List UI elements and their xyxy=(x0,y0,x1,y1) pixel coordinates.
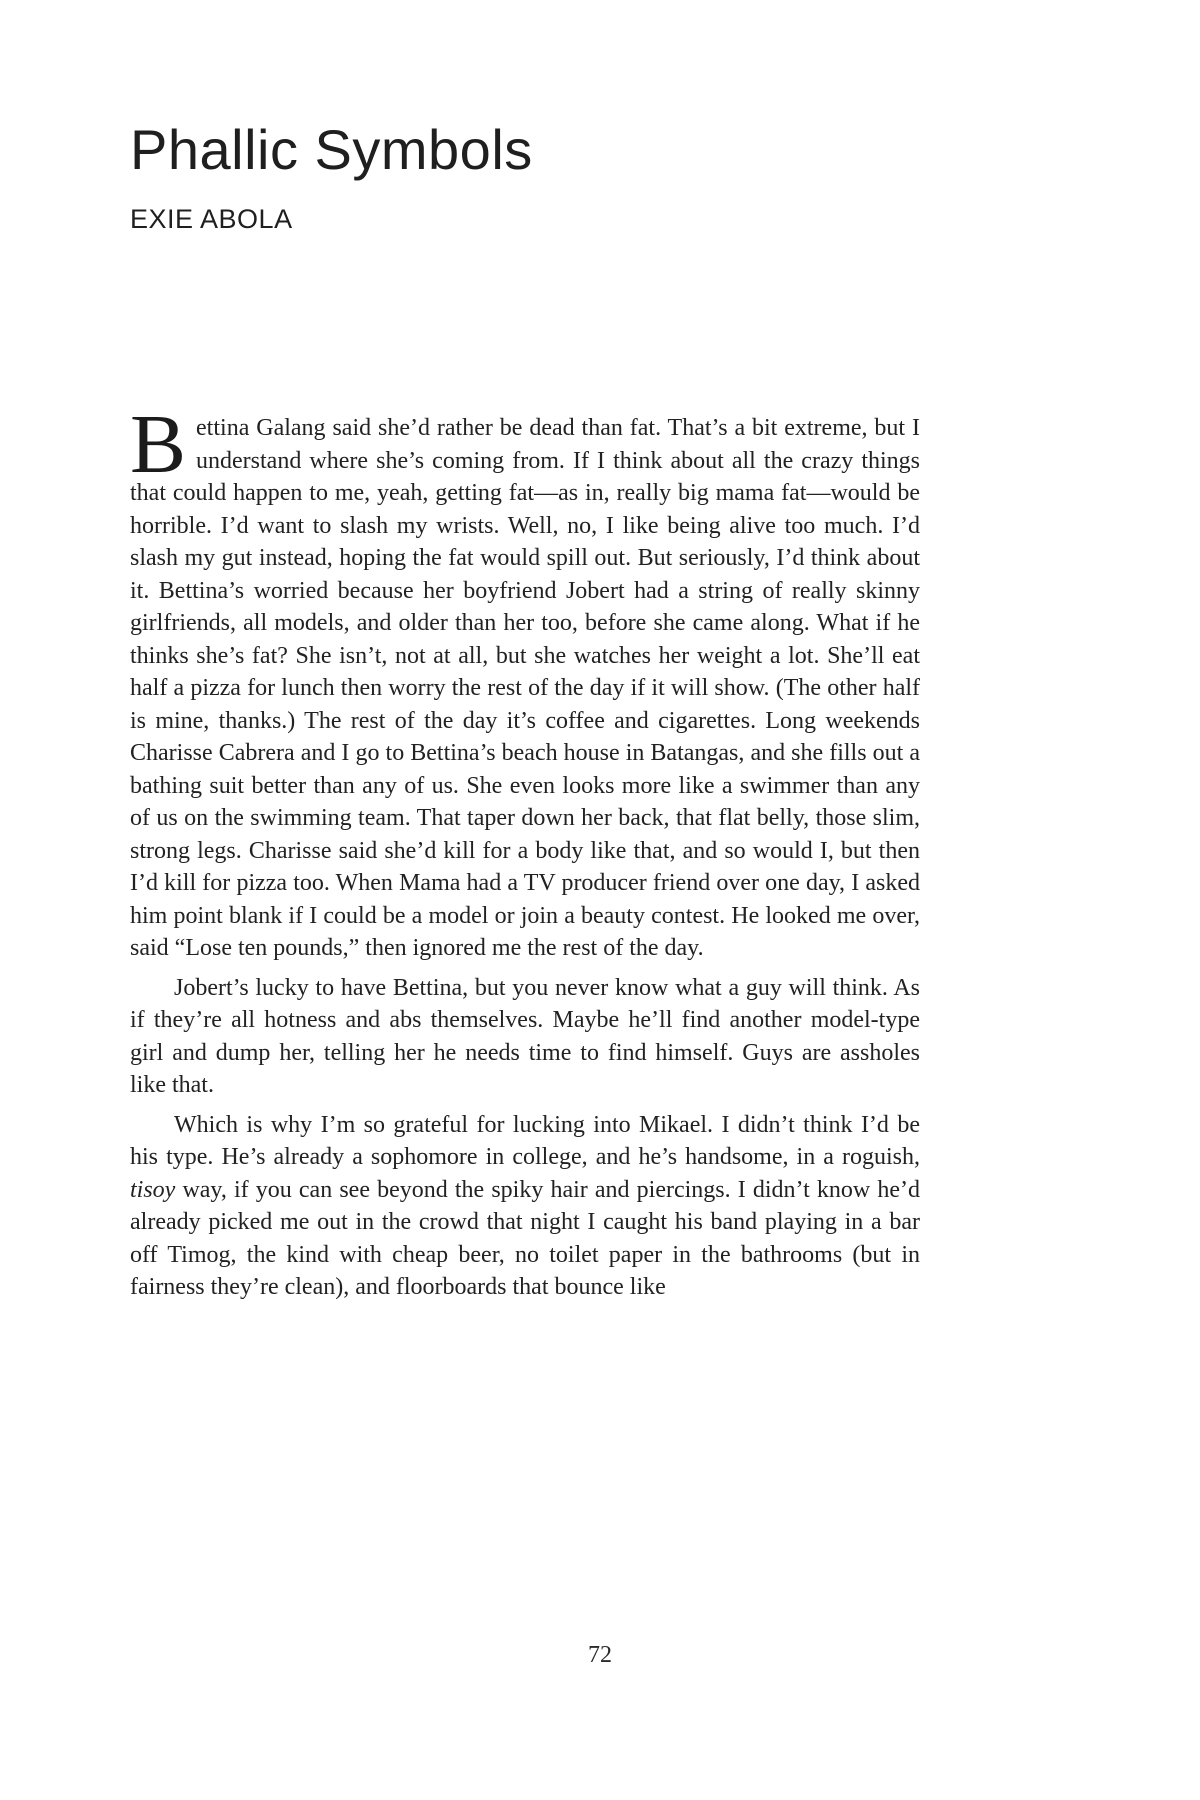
paragraph-3-italic-word: tisoy xyxy=(130,1176,176,1203)
paragraph-2: Jobert’s lucky to have Bettina, but you never know what a guy will think. As if they’re all hotness and abs themselves. Maybe he’ll find another model-type girl and dump her, telling her he needs time to find himself. Guys are assholes like that. xyxy=(130,974,920,1098)
page-number: 72 xyxy=(588,1642,612,1668)
paragraph-3-text-before: Which is why I’m so grateful for lucking into Mikael. I didn’t think I’d be his type. He’s already a sophomore in college, and he’s handsome, in a roguish, xyxy=(130,1111,920,1170)
paragraph-1 xyxy=(130,398,920,965)
paragraph-3-text-after: way, if you can see beyond the spiky hair and piercings. I didn’t know he’d already picked me out in the crowd that night I caught his band playing in a bar off Timog, the kind with cheap beer, no toilet paper in the bathrooms (but in fairness they’re clean), and floorboards that bounce like xyxy=(130,1176,920,1300)
drop-cap: B xyxy=(130,398,187,491)
story-text xyxy=(130,398,920,1304)
page-title: Phallic Symbols xyxy=(130,118,533,181)
paragraph-3 xyxy=(130,1109,920,1304)
paragraph-1-text: ettina Galang said she’d rather be dead than fat. That’s a bit extreme, but I understand where she’s coming from. If I think about all the crazy things that could happen to me, yeah, getting fat—as in, really big mama fat—would be horrible. I’d want to slash my wrists. Well, no, I like being alive too much. I’d slash my gut instead, hoping the fat would spill out. But seriously, I’d think about it. Bettina’s worried because her boyfriend Jobert had a string of really skinny girlfriends, all models, and older than her too, before she came along. What if he thinks she’s fat? She isn’t, not at all, but she watches her weight a lot. She’ll eat half a pizza for lunch then worry the rest of the day if it will show. (The other half is mine, thanks.) The rest of the day it’s coffee and cigarettes. Long weekends Charisse Cabrera and I go to Bettina’s beach house in Batangas, and she fills out a bathing suit better than any of us. She even looks more like a swimmer than any of us on the swimming team. That taper down her back, that flat belly, those slim, strong legs. Charisse said she’d kill for a body like that, and so would I, but then I’d kill for pizza too. When Mama had a TV producer friend over one day, I asked him point blank if I could be a model or join a beauty contest. He looked me over, said “Lose ten pounds,” then ignored me the rest of the day. xyxy=(130,415,920,961)
author-name: EXIE ABOLA xyxy=(130,204,293,234)
page-content xyxy=(130,118,920,1311)
